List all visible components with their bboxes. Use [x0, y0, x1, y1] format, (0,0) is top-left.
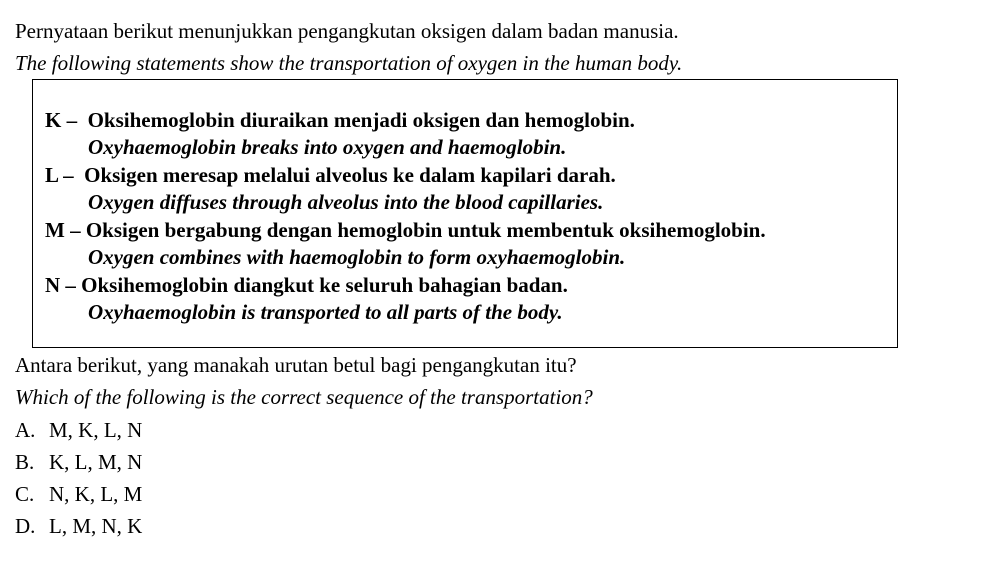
statement-m-text: Oksigen bergabung dengan hemoglobin untuk membentuk oksihemoglobin.	[85, 218, 766, 242]
statement-n-malay	[45, 273, 568, 297]
option-a-letter: A.	[15, 418, 36, 442]
statement-k-letter: K –	[45, 108, 88, 132]
statement-n-letter: N –	[45, 273, 82, 297]
statement-m-letter: M –	[45, 218, 86, 242]
prompt-english: Which of the following is the correct sequence of the transportation?	[15, 385, 593, 409]
statement-l-letter: L –	[45, 163, 85, 187]
option-a[interactable]	[15, 418, 142, 442]
option-c[interactable]	[15, 482, 142, 506]
statements-box	[32, 79, 898, 348]
option-d[interactable]	[15, 514, 142, 538]
option-d-letter: D.	[15, 514, 36, 538]
option-b-text: K, L, M, N	[49, 450, 143, 474]
option-c-text: N, K, L, M	[49, 482, 143, 506]
statement-k-english: Oxyhaemoglobin breaks into oxygen and haemoglobin.	[88, 135, 567, 159]
statement-l-text: Oksigen meresap melalui alveolus ke dalam kapilari darah.	[84, 163, 616, 187]
statement-m-english: Oxygen combines with haemoglobin to form oxyhaemoglobin.	[88, 245, 626, 269]
intro-english: The following statements show the transportation of oxygen in the human body.	[15, 51, 683, 75]
statement-k-malay	[45, 108, 635, 132]
statement-l-malay	[45, 163, 616, 187]
intro-malay: Pernyataan berikut menunjukkan pengangkutan oksigen dalam badan manusia.	[15, 19, 679, 43]
option-a-text: M, K, L, N	[49, 418, 143, 442]
statement-l-english: Oxygen diffuses through alveolus into the blood capillaries.	[88, 190, 604, 214]
statement-m-malay	[45, 218, 766, 242]
statement-k-text: Oksihemoglobin diuraikan menjadi oksigen dan hemoglobin.	[87, 108, 635, 132]
option-c-letter: C.	[15, 482, 35, 506]
statement-n-text: Oksihemoglobin diangkut ke seluruh bahagian badan.	[81, 273, 568, 297]
prompt-malay: Antara berikut, yang manakah urutan betul bagi pengangkutan itu?	[15, 353, 577, 377]
option-d-text: L, M, N, K	[49, 514, 143, 538]
option-b-letter: B.	[15, 450, 35, 474]
statement-n-english: Oxyhaemoglobin is transported to all parts of the body.	[88, 300, 563, 324]
option-b[interactable]	[15, 450, 142, 474]
